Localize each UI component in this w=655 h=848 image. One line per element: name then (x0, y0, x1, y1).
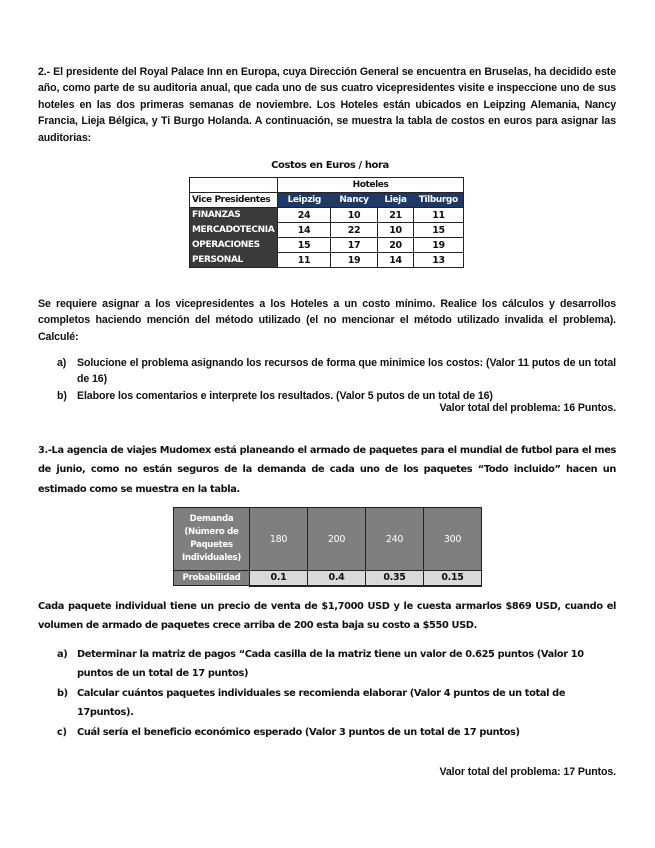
problem2-total: Valor total del problema: 16 Puntos. (439, 402, 616, 414)
table-row (190, 253, 464, 268)
row-label: FINANZAS (190, 208, 278, 223)
vice-presidents-header: Vice Presidentes (190, 193, 278, 208)
table-row (190, 223, 464, 238)
hotel-header-nancy: Nancy (331, 193, 378, 208)
cost-cell: 14 (278, 223, 331, 238)
problem3-pricing: Cada paquete individual tiene un precio de venta de $1,7000 USD y le cuesta armarlos $869 USD, cuando el volumen de armado de paquetes crece arriba de 200 esta baja su costo a $550 USD. (38, 601, 616, 632)
cost-cell: 10 (378, 223, 414, 238)
hotel-header-lieja: Lieja (378, 193, 414, 208)
cost-cell: 11 (278, 253, 331, 268)
cost-cell: 15 (278, 238, 331, 253)
list-item (57, 355, 616, 388)
probability-value: 0.15 (424, 571, 482, 586)
cost-cell: 20 (378, 238, 414, 253)
list-marker: b) (57, 687, 68, 699)
table-row (190, 238, 464, 253)
row-label: PERSONAL (190, 253, 278, 268)
probability-value: 0.35 (366, 571, 424, 586)
cost-table (189, 177, 464, 268)
demand-value: 240 (366, 508, 424, 571)
list-item (57, 645, 597, 684)
list-item-text: Cuál sería el beneficio económico esperado (Valor 3 puntos de un total de 17 puntos) (77, 726, 520, 738)
cost-cell: 19 (414, 238, 464, 253)
problem3-total: Valor total del problema: 17 Puntos. (439, 766, 616, 778)
cost-cell: 19 (331, 253, 378, 268)
cost-cell: 24 (278, 208, 331, 223)
list-item-text: Determinar la matriz de pagos “Cada casilla de la matriz tiene un valor de 0.625 puntos (Valor 10 puntos de un total de 17 puntos) (77, 649, 584, 680)
cost-cell: 15 (414, 223, 464, 238)
demand-value: 200 (308, 508, 366, 571)
cost-cell: 10 (331, 208, 378, 223)
problem2-questions (57, 355, 616, 404)
probability-value: 0.1 (250, 571, 308, 586)
demand-value: 180 (250, 508, 308, 571)
cost-cell: 22 (331, 223, 378, 238)
hotel-header-tilburgo: Tilburgo (414, 193, 464, 208)
probability-value: 0.4 (308, 571, 366, 586)
list-item-text: Calcular cuántos paquetes individuales se recomienda elaborar (Valor 4 puntos de un total de 17puntos). (77, 687, 566, 719)
list-marker: b) (57, 389, 67, 402)
problem3-questions (57, 645, 597, 742)
list-marker: c) (57, 726, 67, 738)
problem3-intro: 3.-La agencia de viajes Mudomex está planeando el armado de paquetes para el mundial de futbol para el mes de junio, como no están seguros de la demanda de cada uno de los paquetes “Todo incluido” hacen un estimado como se muestra en la tabla. (38, 445, 616, 495)
probability-label: Probabilidad (174, 571, 250, 586)
table-row (190, 208, 464, 223)
cost-cell: 11 (414, 208, 464, 223)
list-item-text: Solucione el problema asignando los recursos de forma que minimice los costos: (Valor 11 putos de un total de 16) (77, 357, 616, 386)
cost-table-corner (190, 178, 278, 193)
list-item-text: Elabore los comentarios e interprete los resultados. (Valor 5 putos de un total de 16) (77, 389, 493, 402)
problem2-intro: 2.- El presidente del Royal Palace Inn en Europa, cuya Dirección General se encuentra en Bruselas, ha decidido este año, como parte de su auditoria anual, que cada uno de sus cuatro vicepresidentes visite e inspeccione uno de sus hoteles en las dos primeras semanas de noviembre. Los Hoteles están ubicados en Leipzing Alemania, Nancy Francia, Lieja Bélgica, y Ti Burgo Holanda. A continuación, se muestra la tabla de costos en euros para asignar las auditorias: (38, 66, 616, 144)
cost-cell: 21 (378, 208, 414, 223)
row-label: OPERACIONES (190, 238, 278, 253)
demand-table (173, 507, 482, 587)
cost-cell: 13 (414, 253, 464, 268)
problem2-requirement: Se requiere asignar a los vicepresidentes a los Hoteles a un costo mínimo. Realice los cálculos y desarrollos completos haciendo mención del método utilizado (el no mencionar el método utilizado invalida el problema). Calculé: (38, 298, 616, 343)
cost-cell: 17 (331, 238, 378, 253)
hotels-group-header: Hoteles (278, 178, 464, 193)
cost-table-caption: Costos en Euros / hora (271, 160, 389, 171)
list-item (57, 684, 597, 723)
hotel-header-leipzig: Leipzig (278, 193, 331, 208)
cost-cell: 14 (378, 253, 414, 268)
list-item (57, 723, 597, 742)
list-marker: a) (57, 357, 67, 369)
demand-label: Demanda (Número de Paquetes Individuales) (174, 508, 250, 571)
list-marker: a) (57, 649, 68, 660)
row-label: MERCADOTECNIA (190, 223, 278, 238)
demand-value: 300 (424, 508, 482, 571)
